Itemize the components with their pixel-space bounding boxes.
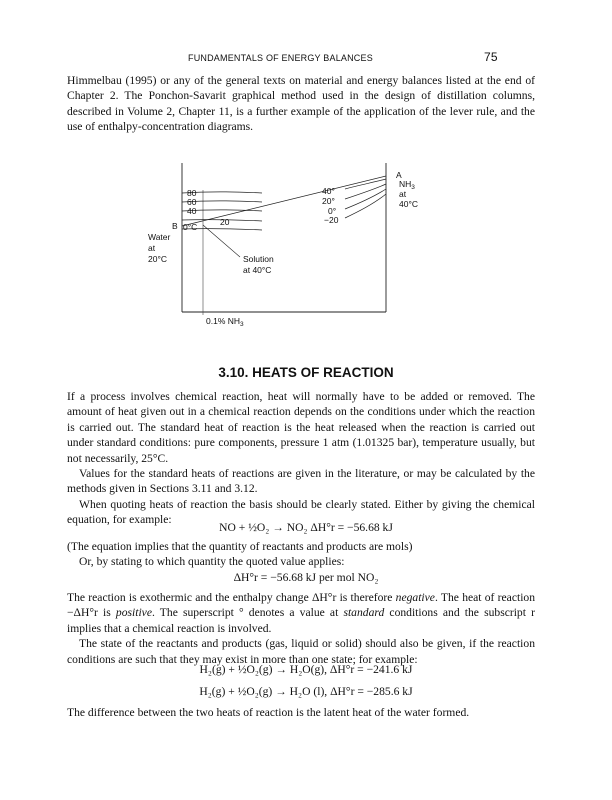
paragraph-5: Or, by stating to which quantity the quoted value applies:: [79, 555, 345, 568]
paragraph-3: When quoting heats of reaction the basis should be clearly stated. Either by giving the chemical equation, for example:: [67, 497, 535, 527]
paragraph-7: The state of the reactants and products (gas, liquid or solid) should also be given, if the reaction conditions are such that they may exist in more than one state; for example:: [67, 637, 535, 666]
running-header: FUNDAMENTALS OF ENERGY BALANCES: [188, 53, 373, 63]
body-part-1: [67, 389, 535, 528]
label-40: 40: [187, 206, 197, 216]
label-right-0: 0°: [328, 206, 337, 216]
isotherm-right-20: [345, 184, 386, 199]
label-right-neg20: −20: [324, 215, 339, 225]
p6-part-b: . The heat of reaction −ΔH°r is: [67, 591, 536, 620]
paragraph-4: (The equation implies that the quantity of reactants and products are mols): [67, 540, 413, 553]
label-solution: Solution: [243, 254, 274, 264]
p6-positive: positive: [115, 606, 152, 620]
equation-2: ΔH°r = −56.68 kJ per mol NO₂: [233, 571, 379, 584]
label-20: 20: [220, 217, 230, 227]
p6-part-a: The reaction is exothermic and the enthalpy change ΔH°r is therefore: [67, 591, 396, 604]
label-60: 60: [187, 197, 197, 207]
p6-part-d: conditions and the subscript r implies that a chemical reaction is involved.: [67, 606, 535, 635]
p6-part-c: . The superscript ° denotes a value at: [151, 606, 344, 620]
label-point-b: B: [172, 221, 178, 231]
label-0c: 0°C: [183, 222, 198, 232]
paragraph-2: Values for the standard heats of reactions are given in the literature, or may be calculated by the methods given in Sections 3.11 and 3.12.: [67, 467, 535, 496]
label-80: 80: [187, 188, 197, 198]
intro-text: Himmelbau (1995) or any of the general texts on material and energy balances listed at the end of Chapter 2. The Ponchon-Savarit graphical method used in the design of distillation columns, described in Volume 2, Chapter 11, is a further example of the application of the lever rule, and the use of enthalpy-concentration diagrams.: [67, 74, 535, 134]
label-water-temp: 20°C: [148, 254, 167, 264]
label-x-axis: 0.1% $NH_3$: [206, 316, 244, 328]
label-right-40: 40°: [322, 186, 335, 196]
label-nh3: $NH_3$: [399, 179, 415, 191]
isotherm-right-neg20: [345, 194, 386, 218]
paragraph-8: The difference between the two heats of reaction is the latent heat of the water formed.: [67, 706, 470, 719]
equation-1: NO + ½O₂ → NO₂ ΔH°r = −56.68 kJ: [219, 521, 393, 534]
label-right-20: 20°: [322, 196, 335, 206]
p6-negative: negative: [395, 591, 435, 604]
label-nh3-temp: 40°C: [399, 199, 418, 209]
label-point-a: A: [396, 170, 402, 180]
equation-3: H₂(g) + ½O₂(g) → H₂O(g), ΔH°r = −241.6 kJ: [199, 663, 413, 676]
label-solution-temp: at 40°C: [243, 265, 272, 275]
label-water: Water: [148, 232, 171, 242]
isotherm-right-40: [345, 179, 386, 189]
section-title: 3.10. HEATS OF REACTION: [218, 365, 394, 380]
paragraph-6: [67, 590, 535, 667]
enthalpy-concentration-diagram: [0, 150, 612, 335]
label-nh3-at: at: [399, 189, 407, 199]
equation-4: H₂(g) + ½O₂(g) → H₂O (l), ΔH°r = −285.6 kJ: [199, 685, 413, 698]
p6-standard: standard: [343, 606, 385, 620]
leader-solution: [203, 225, 240, 257]
label-water-at: at: [148, 243, 156, 253]
page-number: 75: [484, 50, 498, 64]
intro-paragraph: [67, 73, 535, 135]
paragraph-1: If a process involves chemical reaction, heat will normally have to be added or removed. The amount of heat given out in a chemical reaction depends on the conditions under which the reaction is carried out. The standard heat of reaction is the heat released when the reaction is carried out under standard conditions: pure components, pressure 1 atm (1.01325 bar), temperature usually, but not necessarily, 25°C.: [67, 390, 535, 465]
